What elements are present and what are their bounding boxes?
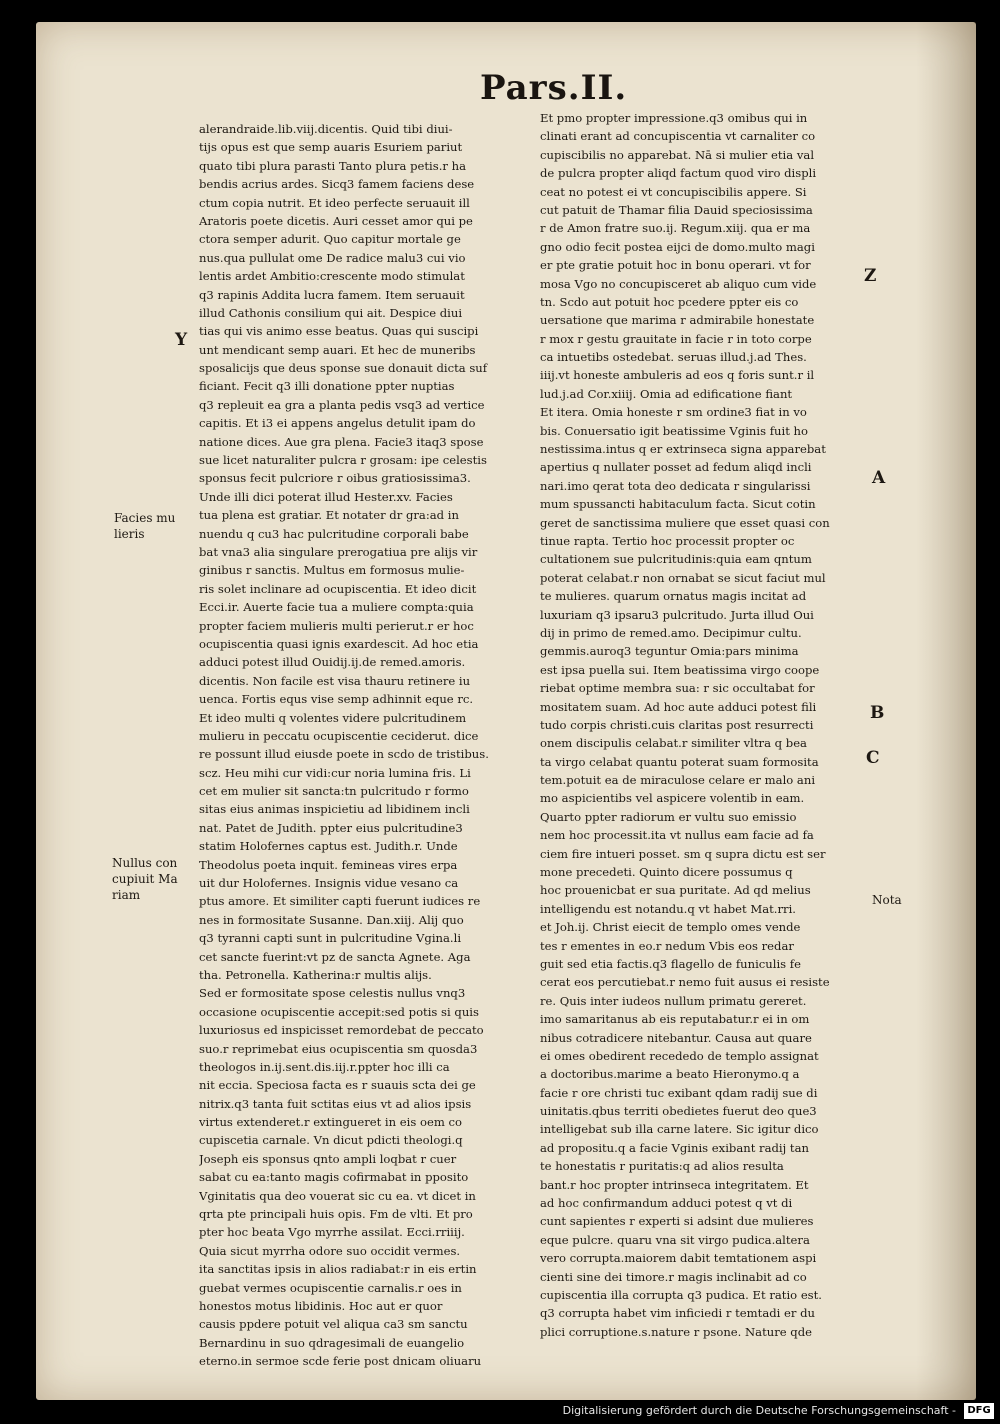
text-line: ciem fire intueri posset. sm q supra dictu est ser [540,846,826,861]
text-line: theologos in.ij.sent.dis.iij.r.ppter hoc illi ca [199,1059,450,1074]
text-line: est ipsa puella sui. Item beatissima virgo coope [540,662,820,677]
right-text-column [540,109,870,1341]
text-line: r de Amon fratre suo.ij. Regum.xiij. qua er ma [540,221,811,236]
text-line: a doctoribus.marime a beato Hieronymo.q a [540,1067,800,1082]
text-line: luxuriam q3 ipsaru3 pulcritudo. Jurta illud Oui [540,607,814,622]
page-header: Pars.II. [480,68,628,108]
text-line: nuendu q cu3 hac pulcritudine corporali babe [199,526,469,541]
text-line: tias qui vis animo esse beatus. Quas qui suscipi [199,324,479,339]
margin-letter-y: Y [175,330,188,350]
text-line: lud.j.ad Cor.xiiij. Omia ad edificatione fiant [540,386,793,401]
margin-note-nota: Nota [872,893,902,907]
text-line: q3 tyranni capti sunt in pulcritudine Vgina.li [199,931,462,946]
margin-letter-z: Z [864,266,877,286]
text-line: eterno.in sermoe scde ferie post dnicam oliuaru [199,1354,482,1369]
text-line: uit dur Holofernes. Insignis vidue vesano ca [199,876,459,891]
text-line: cienti sine dei timore.r magis inclinabit ad co [540,1269,807,1284]
text-line: nari.imo qerat tota deo dedicata r singularissi [540,478,811,493]
text-line: adduci potest illud Ouidij.ij.de remed.amoris. [199,655,466,670]
text-line: cultationem sue pulcritudinis:quia eam qntum [540,552,812,567]
text-line: te honestatis r puritatis:q ad alios resulta [540,1159,784,1174]
text-line: uinitatis.qbus territi obedietes fuerut deo que3 [540,1104,817,1119]
text-line: sposalicijs que deus sponse sue donauit dicta suf [199,361,488,376]
text-line: geret de sanctissima muliere que esset quasi con [540,515,830,530]
text-line: ficiant. Fecit q3 illi donatione ppter nuptias [199,379,455,394]
text-line: lentis ardet Ambitio:crescente modo stimulat [199,269,465,284]
text-line: cunt sapientes r experti si adsint due mulieres [540,1214,814,1229]
text-line: bat vna3 alia singulare prerogatiua pre alijs vir [199,544,478,559]
text-line: riebat optime membra sua: r sic occultabat for [540,681,815,696]
text-line: Unde illi dici poterat illud Hester.xv. Facies [199,489,453,504]
margin-note-nullus-concupiuit: Nullus con cupiuit Ma riam [112,856,178,902]
text-line: cut patuit de Thamar filia Dauid speciosissima [540,202,813,217]
text-line: illud Cathonis consilium qui ait. Despice diui [199,305,463,320]
text-line: ris solet inclinare ad ocupiscentia. Et ideo dicit [199,581,477,596]
text-line: tn. Scdo aut potuit hoc pcedere ppter eis co [540,294,799,309]
text-line: guit sed etia factis.q3 flagello de funiculis fe [540,956,801,971]
text-line: apertius q nullater posset ad fedum aliqd incli [540,460,812,475]
text-line: de pulcra propter aliqd factum quod viro displi [540,166,817,181]
text-line: luxuriosus ed inspicisset remordebat de peccato [199,1023,484,1038]
text-line: dicentis. Non facile est visa thauru retinere iu [199,673,471,688]
text-line: bant.r hoc propter intrinseca integritatem. Et [540,1177,809,1192]
text-line: te mulieres. quarum ornatus magis incitat ad [540,589,807,604]
text-line: clinati erant ad concupiscentia vt carnaliter co [540,129,816,144]
text-line: mo aspicientibs vel aspicere volentib in eam. [540,791,805,806]
text-line: tem.potuit ea de miraculose celare er malo ani [540,773,816,788]
text-line: uenca. Fortis equs vise semp adhinnit eque rc. [199,692,474,707]
text-line: quato tibi plura parasti Tanto plura petis.r ha [199,158,466,173]
text-line: gno odio fecit postea eijci de domo.multo magi [540,239,815,254]
text-line: nitrix.q3 tanta fuit sctitas eius vt ad alios ipsis [199,1096,472,1111]
text-line: tes r ementes in eo.r nedum Vbis eos redar [540,938,794,953]
margin-note-facies-mulieris: Facies mu lieris [114,511,176,541]
text-line: capitis. Et i3 ei appens angelus detulit ipam do [199,416,476,431]
text-line: honestos motus libidinis. Hoc aut er quor [199,1299,443,1313]
footer-credit: Digitalisierung gefördert durch die Deutsche Forschungsgemeinschaft - [562,1404,956,1417]
text-line: vero corrupta.maiorem dabit temtationem aspi [540,1251,817,1266]
text-line: cerat eos percutiebat.r nemo fuit ausus ei resiste [540,975,830,990]
text-line: q3 corrupta habet vim inficiedi r temtadi er du [540,1306,816,1321]
text-line: mositatem suam. Ad hoc aute adduci potest fili [540,699,817,714]
text-line: nestissima.intus q er extrinseca signa apparebat [540,442,826,457]
text-line: eque pulcre. quaru vna sit virgo pudica.altera [540,1232,810,1247]
margin-letter-b: B [870,703,885,723]
text-line: Et pmo propter impressione.q3 omibus qui in [540,111,808,125]
text-line: facie r ore christi tuc exibant qdam radij sue di [540,1085,818,1100]
text-line: r mox r gestu grauitate in facie r in toto corpe [540,331,812,346]
text-line: Quarto ppter radiorum er vultu suo emissio [540,809,797,824]
text-line: Quia sicut myrrha odore suo occidit vermes. [199,1243,461,1258]
text-line: intelligendu est notandu.q vt habet Mat.rri. [540,901,796,916]
text-line: bendis acrius ardes. Sicq3 famem faciens dese [199,177,475,192]
text-line: statim Holofernes captus est. Judith.r. Unde [199,839,458,854]
text-line: natione dices. Aue gra plena. Facie3 itaq3 spose [199,434,484,449]
dfg-logo: DFG [964,1403,994,1419]
text-line: pter hoc beata Vgo myrrhe assilat. Ecci.rriiij. [199,1225,465,1240]
text-line: ad propositu.q a facie Vginis exibant radij tan [540,1140,809,1155]
text-line: sponsus fecit pulcriore r oibus gratiosissima3. [199,471,471,486]
text-line: Joseph eis sponsus qnto ampli loqbat r cuer [199,1151,457,1166]
text-line: ceat no potest ei vt concupiscibilis appere. Si [540,184,807,199]
text-line: cet sancte fuerint:vt pz de sancta Agnete. Aga [199,949,471,964]
text-line: ptus amore. Et similiter capti fuerunt iudices re [199,894,481,909]
text-line: tudo corpis christi.cuis claritas post resurrecti [540,717,814,732]
text-line: ei omes obedirent recededo de templo assignat [540,1048,819,1063]
page-gutter-shadow [916,22,976,1400]
text-line: qrta pte principali huis opis. Fm de vlti. Et pro [199,1207,473,1222]
text-line: guebat vermes ocupiscentie carnalis.r oes in [199,1280,462,1295]
text-line: unt mendicant semp auari. Et hec de muneribs [199,342,476,357]
text-line: er pte gratie potuit hoc in bonu operari. vt for [540,258,811,273]
text-line: cupiscetia carnale. Vn dicut pdicti theologi.q [199,1133,463,1148]
text-line: ad hoc confirmandum adduci potest q vt di [540,1196,793,1211]
text-line: alerandraide.lib.viij.dicentis. Quid tibi diui- [199,122,453,136]
text-line: Et ideo multi q volentes videre pulcritudinem [199,710,467,725]
text-line: imo samaritanus ab eis reputabatur.r ei in om [540,1012,810,1027]
text-line: gemmis.auroq3 teguntur Omia:pars minima [540,644,799,659]
text-line: Aratoris poete dicetis. Auri cesset amor qui pe [199,213,473,228]
text-line: occasione ocupiscentie accepit:sed potis si quis [199,1004,479,1019]
text-line: cet em mulier sit sancta:tn pulcritudo r formo [199,784,469,799]
text-line: mulieru in peccatu ocupiscentie ceciderut. dice [199,728,479,743]
text-line: tha. Petronella. Katherina:r multis alijs. [199,967,432,982]
text-line: sitas eius animas inspicietiu ad libidinem incli [199,802,470,817]
text-line: ca intuetibs ostedebat. seruas illud.j.ad Thes. [540,350,807,365]
text-line: nat. Patet de Judith. ppter eius pulcritudine3 [199,820,463,835]
text-line: propter faciem mulieris multi perierut.r er hoc [199,618,474,633]
text-line: ginibus r sanctis. Multus em formosus mulie- [199,563,465,578]
text-line: Sed er formositate spose celestis nullus vnq3 [199,986,466,1001]
text-line: q3 rapinis Addita lucra famem. Item seruauit [199,287,465,302]
text-line: virtus extenderet.r extingueret in eis oem co [199,1115,462,1130]
text-line: tua plena est gratiar. Et notater dr gra:ad in [199,508,459,523]
text-line: Theodolus poeta inquit. femineas vires erpa [199,857,458,872]
text-line: nit eccia. Speciosa facta es r suauis scta dei ge [199,1078,476,1093]
text-line: ita sanctitas ipsis in alios radiabat:r in eis ertin [199,1262,477,1277]
margin-letter-c: C [866,748,880,768]
text-line: Vginitatis qua deo vouerat sic cu ea. vt dicet in [199,1188,476,1203]
text-line: re possunt illud eiusde poete in scdo de tristibus. [199,747,489,762]
text-line: tijs opus est que semp auaris Esuriem pariut [199,140,463,155]
text-line: tinue rapta. Tertio hoc processit propter oc [540,533,795,548]
text-line: mone precedeti. Quinto dicere possumus q [540,865,793,880]
text-line: bis. Conuersatio igit beatissime Vginis fuit ho [540,423,808,438]
text-line: Bernardinu in suo qdragesimali de euangelio [199,1335,465,1350]
text-line: dij in primo de remed.amo. Decipimur cultu. [540,625,802,640]
text-line: et Joh.ij. Christ eiecit de templo omes vende [540,920,801,935]
text-line: nem hoc processit.ita vt nullus eam facie ad fa [540,828,814,843]
text-line: poterat celabat.r non ornabat se sicut faciut mul [540,570,826,585]
text-line: uersatione que marima r admirabile honestate [540,313,815,328]
text-line: nus.qua pullulat ome De radice malu3 cui vio [199,250,466,265]
text-line: ctora semper adurit. Quo capitur mortale ge [199,232,461,247]
footer-bar [0,1400,1000,1424]
text-line: suo.r reprimebat eius ocupiscentia sm quosda3 [199,1041,478,1056]
text-line: scz. Heu mihi cur vidi:cur noria lumina fris. Li [199,765,471,780]
text-line: causis ppdere potuit vel aliqua ca3 sm sanctu [199,1317,468,1332]
text-line: Et itera. Omia honeste r sm ordine3 fiat in vo [540,405,807,420]
text-line: cupiscibilis no apparebat. Nā si mulier etia val [540,147,815,162]
text-line: cupiscentia illa corrupta q3 pudica. Et ratio est. [540,1288,822,1302]
text-line: sabat cu ea:tanto magis cofirmabat in pposito [199,1170,469,1185]
text-line: q3 repleuit ea gra a planta pedis vsq3 ad vertice [199,397,485,412]
text-line: mum spussancti habitaculum facta. Sicut cotin [540,497,816,512]
text-line: nibus cotradicere nitebantur. Causa aut quare [540,1030,812,1045]
text-line: ocupiscentia quasi ignis exardescit. Ad hoc etia [199,636,479,651]
text-line: sue licet naturaliter pulcra r grosam: ipe celestis [199,453,487,468]
text-line: iiij.vt honeste ambuleris ad eos q foris sunt.r il [540,368,815,383]
text-line: plici corruptione.s.nature r psone. Nature qde [540,1324,813,1339]
text-line: ta virgo celabat quantu poterat suam formosita [540,754,819,769]
text-line: hoc prouenicbat er sua puritate. Ad qd melius [540,883,811,898]
text-line: nes in formositate Susanne. Dan.xiij. Alij quo [199,912,464,927]
text-line: re. Quis inter iudeos nullum primatu gereret. [540,993,807,1008]
text-line: mosa Vgo no concupisceret ab aliquo cum vide [540,276,817,291]
margin-letter-a: A [872,468,886,488]
left-text-column [199,120,529,1371]
text-line: intelligebat sub illa carne latere. Sic igitur dico [540,1122,819,1137]
text-line: onem discipulis celabat.r similiter vltra q bea [540,736,807,751]
text-line: ctum copia nutrit. Et ideo perfecte seruauit ill [199,195,470,210]
text-line: Ecci.ir. Auerte facie tua a muliere compta:quia [199,600,474,615]
